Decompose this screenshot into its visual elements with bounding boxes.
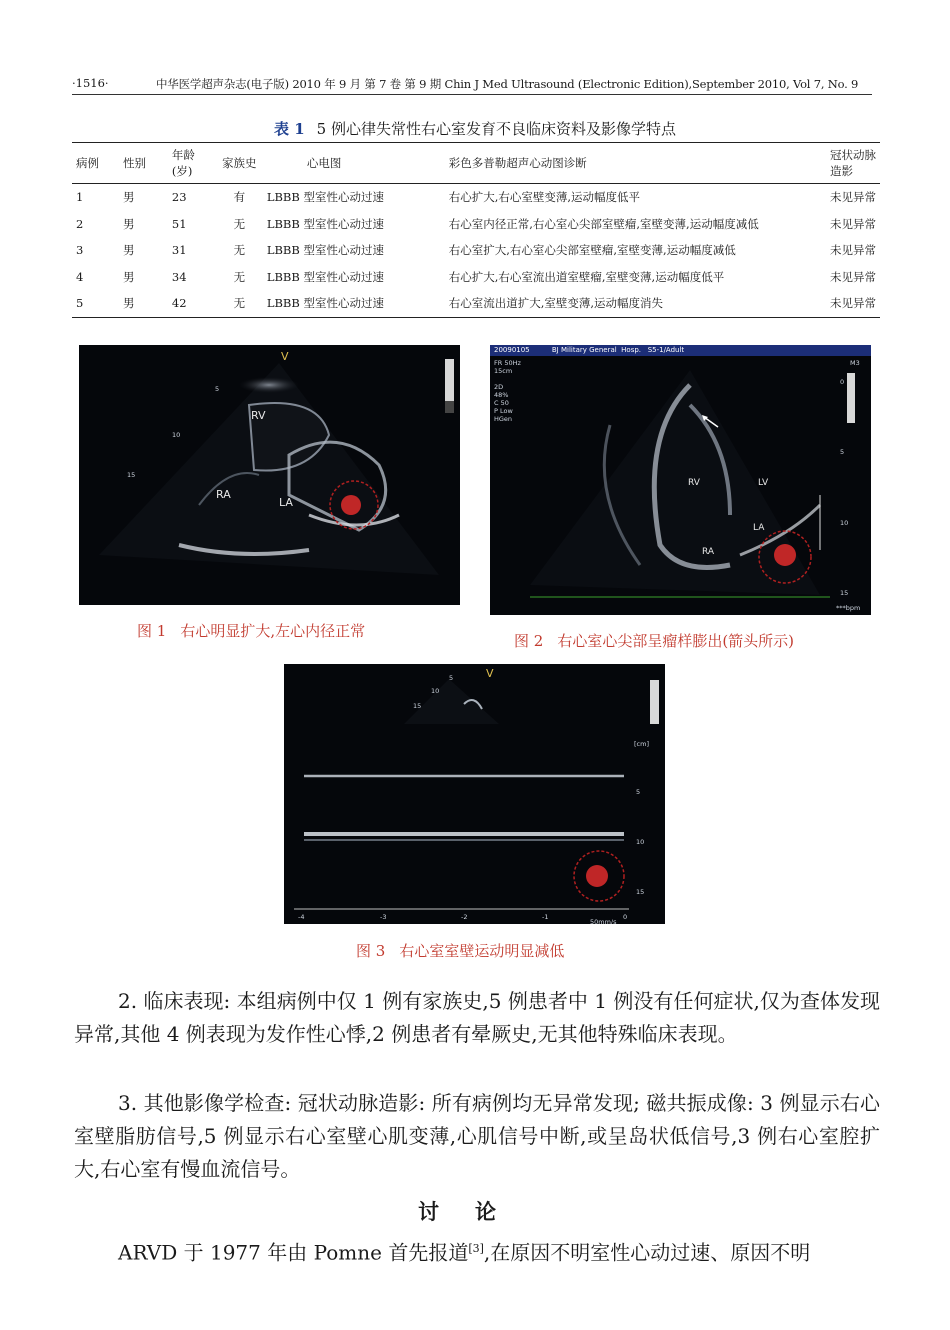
fig2-bpm: ***bpm	[836, 604, 861, 612]
page-number: ·1516·	[72, 76, 109, 90]
cell-ecg: LBBB 型室性心动过速	[266, 269, 384, 284]
clinical-table	[72, 142, 880, 318]
cell-sex: 男	[123, 296, 135, 311]
echo-sector-drawing	[490, 345, 871, 615]
discussion-text-rest: ,在原因不明室性心动过速、原因不明	[483, 1240, 811, 1265]
figure-2-number: 图 2	[514, 632, 544, 650]
fig3-xtick: -4	[298, 913, 305, 921]
cell-ecg: LBBB 型室性心动过速	[266, 296, 384, 311]
cell-sex: 男	[123, 269, 135, 284]
echo-sector-drawing	[79, 345, 460, 605]
figure-2-echo-image	[490, 345, 871, 615]
th-age: 年龄 (岁)	[168, 143, 216, 184]
figure-3-caption	[356, 940, 564, 961]
table-row	[72, 211, 880, 238]
journal-citation: 中华医学超声杂志(电子版) 2010 年 9 月 第 7 卷 第 9 期 Chin J Med Ultrasound (Electronic Edition),September 2010, Vol 7, No. 9	[156, 77, 859, 91]
fig2-scale-5: 5	[840, 448, 845, 456]
cell-case: 5	[76, 296, 84, 311]
fig3-scale-10: 10	[636, 838, 645, 846]
fig3-scale-5: 5	[636, 788, 641, 796]
fig2-label-lv: LV	[758, 478, 769, 488]
fig1-depth-15: 15	[127, 471, 136, 479]
th-ecg: 心电图	[263, 143, 445, 184]
fig1-v-marker: V	[281, 350, 289, 363]
cell-case: 1	[76, 190, 84, 205]
cell-case: 3	[76, 243, 84, 258]
fig1-label-la: LA	[279, 496, 293, 509]
cell-angio: 未见异常	[830, 190, 876, 205]
th-echo-diagnosis: 彩色多普勒超声心动图诊断	[445, 143, 826, 184]
table-caption	[0, 118, 950, 139]
fig2-label-rv: RV	[688, 478, 700, 488]
table-row	[72, 237, 880, 264]
cell-ecg: LBBB 型室性心动过速	[266, 190, 384, 205]
cell-age: 51	[171, 216, 187, 231]
figure-1-number: 图 1	[137, 622, 167, 640]
fig2-scale-10: 10	[840, 519, 849, 527]
fig1-label-ra: RA	[216, 488, 231, 501]
cell-age: 34	[171, 269, 187, 284]
cell-echo: 右心室内径正常,右心室心尖部室壁瘤,室壁变薄,运动幅度减低	[448, 216, 759, 231]
fig3-depth-10: 10	[431, 687, 440, 695]
fig3-scale-15: 15	[636, 888, 645, 896]
cell-angio: 未见异常	[830, 296, 876, 311]
figure-2-caption	[514, 630, 794, 651]
th-family-history: 家族史	[216, 143, 263, 184]
fig2-top-bar: 20090105 BJ Military General Hosp. S5-1/Adult	[494, 346, 685, 354]
fig3-v-marker: V	[486, 667, 494, 680]
fig3-depth-15: 15	[413, 702, 422, 710]
cell-angio: 未见异常	[830, 216, 876, 231]
fig2-label-ra: RA	[702, 547, 715, 557]
mmode-trace-drawing	[284, 664, 665, 924]
th-sex: 性别	[119, 143, 168, 184]
fig2-scale-0: 0	[840, 378, 845, 386]
fig2-scale-15: 15	[840, 589, 849, 597]
cell-case: 4	[76, 269, 84, 284]
running-header	[72, 76, 872, 95]
cell-family: 无	[233, 296, 246, 311]
cell-age: 31	[171, 243, 187, 258]
table-row	[72, 264, 880, 291]
cell-case: 2	[76, 216, 84, 231]
cell-sex: 男	[123, 190, 135, 205]
cell-ecg: LBBB 型室性心动过速	[266, 216, 384, 231]
table-row	[72, 290, 880, 317]
cell-echo: 右心室流出道扩大,室壁变薄,运动幅度消失	[448, 296, 664, 311]
paragraph-discussion	[74, 1232, 880, 1270]
section-heading-discussion: 讨论	[418, 1199, 532, 1224]
fig1-depth-5: 5	[215, 385, 220, 393]
fig3-xtick: 0	[623, 913, 628, 921]
cell-echo: 右心扩大,右心室流出道室壁瘤,室壁变薄,运动幅度低平	[448, 269, 725, 284]
discussion-text: ARVD 于 1977 年由 Pomne 首先报道	[118, 1240, 469, 1265]
fig2-label-la: LA	[753, 523, 765, 533]
fig3-xtick: -1	[542, 913, 549, 921]
cell-age: 23	[171, 190, 187, 205]
cell-family: 无	[233, 216, 246, 231]
cell-family: 无	[233, 243, 246, 258]
fig3-xtick: -3	[380, 913, 387, 921]
th-case: 病例	[72, 143, 119, 184]
table-label: 表 1	[274, 120, 305, 138]
cell-family: 无	[233, 269, 246, 284]
fig3-speed: 50mm/s	[590, 918, 617, 924]
cell-angio: 未见异常	[830, 269, 876, 284]
fig3-depth-5: 5	[449, 674, 454, 682]
paragraph-other-imaging: 3. 其他影像学检查: 冠状动脉造影: 所有病例均无异常发现; 磁共振成像: 3 例显示右心室壁脂肪信号,5 例显示右心室壁心肌变薄,心肌信号中断,或呈岛状低信号,3 例右心室腔扩大,右心室有慢血流信号。	[74, 1091, 880, 1181]
cell-echo: 右心室扩大,右心室心尖部室壁瘤,室壁变薄,运动幅度减低	[448, 243, 736, 258]
figure-3-mmode-image	[284, 664, 665, 924]
table-title: 5 例心律失常性右心室发育不良临床资料及影像学特点	[316, 120, 676, 138]
fig2-m3: M3	[850, 359, 860, 367]
figure-1-echo-image	[79, 345, 460, 605]
cell-ecg: LBBB 型室性心动过速	[266, 243, 384, 258]
figure-1-caption	[137, 620, 365, 641]
cell-sex: 男	[123, 243, 135, 258]
figure-1-text: 右心明显扩大,左心内径正常	[180, 622, 366, 640]
figure-2-text: 右心室心尖部呈瘤样膨出(箭头所示)	[557, 632, 795, 650]
fig3-cm-label: [cm]	[634, 740, 649, 748]
th-angiography: 冠状动脉造影	[826, 143, 880, 184]
fig2-params: FR 50Hz 15cm 2D 48% C 50 P Low HGen	[494, 359, 521, 423]
paragraph-clinical-manifestation: 2. 临床表现: 本组病例中仅 1 例有家族史,5 例患者中 1 例没有任何症状,仅为查体发现异常,其他 4 例表现为发作性心悸,2 例患者有晕厥史,无其他特殊临床表现。	[74, 989, 880, 1046]
cell-sex: 男	[123, 216, 135, 231]
cell-echo: 右心扩大,右心室壁变薄,运动幅度低平	[448, 190, 641, 205]
table-row	[72, 184, 880, 211]
cell-age: 42	[171, 296, 187, 311]
figure-3-number: 图 3	[356, 942, 386, 960]
fig1-label-rv: RV	[251, 409, 266, 422]
cell-angio: 未见异常	[830, 243, 876, 258]
figure-3-text: 右心室室壁运动明显减低	[399, 942, 565, 960]
cell-family: 有	[233, 190, 246, 205]
table-header-row	[72, 143, 880, 184]
fig3-xtick: -2	[461, 913, 468, 921]
reference-3[interactable]: [3]	[468, 1242, 484, 1255]
fig1-depth-10: 10	[172, 431, 181, 439]
